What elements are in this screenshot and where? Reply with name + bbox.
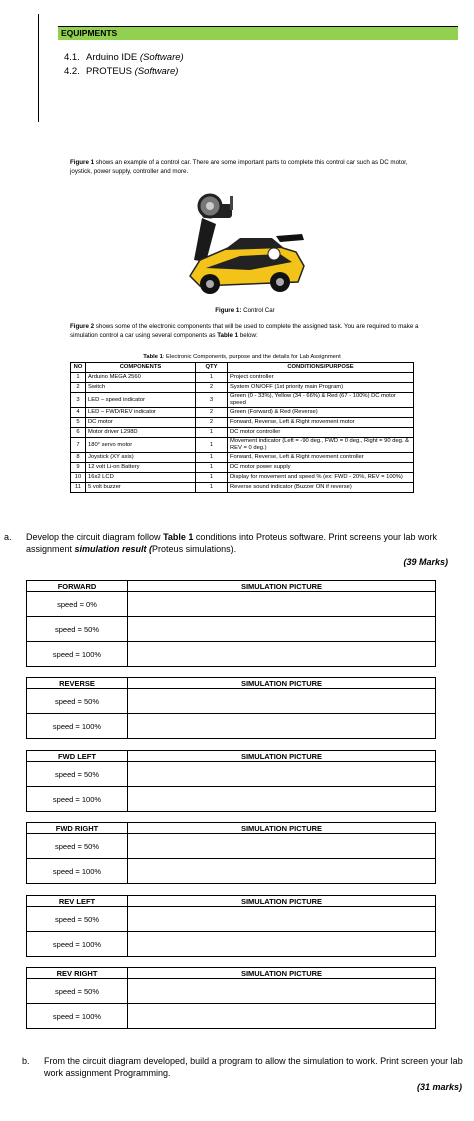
row-purpose: DC motor controller (228, 428, 414, 438)
sim-row (27, 642, 436, 667)
sim-picture-cell (128, 907, 436, 932)
table-row (71, 453, 414, 463)
sim-speed-label: speed = 50% (27, 979, 128, 1004)
row-qty: 1 (196, 453, 228, 463)
sim-table-header: SIMULATION PICTURE (128, 823, 436, 834)
row-component: LED – speed indicator (86, 393, 196, 408)
row-purpose: Project controller (228, 373, 414, 383)
row-no: 6 (71, 428, 86, 438)
table-row (71, 418, 414, 428)
sim-table-title: FWD LEFT (27, 751, 128, 762)
sim-row (27, 762, 436, 787)
row-component: Motor driver L298D (86, 428, 196, 438)
row-component: 180° servo motor (86, 438, 196, 453)
sim-picture-cell (128, 762, 436, 787)
components-table (70, 362, 414, 493)
sim-row (27, 689, 436, 714)
row-qty: 1 (196, 428, 228, 438)
sim-speed-label: speed = 100% (27, 932, 128, 957)
row-purpose: Green (Forward) & Red (Reverse) (228, 408, 414, 418)
equipments-title: EQUIPMENTS (61, 28, 118, 38)
sim-row (27, 787, 436, 812)
row-no: 8 (71, 453, 86, 463)
simulation-table-rev-left (26, 895, 436, 957)
question-b-label: b. (22, 1056, 30, 1066)
sim-row (27, 592, 436, 617)
sim-picture-cell (128, 787, 436, 812)
row-purpose: DC motor power supply (228, 463, 414, 473)
sim-speed-label: speed = 50% (27, 834, 128, 859)
table-row (71, 428, 414, 438)
sim-speed-label: speed = 50% (27, 762, 128, 787)
row-component: 12 volt Li-on Battery (86, 463, 196, 473)
table-row (71, 483, 414, 493)
row-component: DC motor (86, 418, 196, 428)
question-a-text: Develop the circuit diagram follow Table 1 conditions into Proteus software. Print screens your lab work assignment simulation result (Proteus simulations). (26, 532, 438, 554)
sim-row (27, 859, 436, 884)
row-purpose: Forward, Reverse, Left & Right movement controller (228, 453, 414, 463)
question-b-marks: (31 marks) (416, 1082, 462, 1092)
figure2-intro: Figure 2 shows some of the electronic components that will be used to complete the assigned task. You are required to make a simulation control a car using several components as Table 1 below: (70, 323, 419, 339)
sim-row (27, 979, 436, 1004)
table-row (71, 393, 414, 408)
sim-speed-label: speed = 50% (27, 617, 128, 642)
sim-speed-label: speed = 50% (27, 907, 128, 932)
sim-picture-cell (128, 714, 436, 739)
row-purpose: Forward, Reverse, Left & Right movement motor (228, 418, 414, 428)
sim-table-title: REVERSE (27, 678, 128, 689)
sim-row (27, 1004, 436, 1029)
simulation-table-rev-right (26, 967, 436, 1029)
equipment-item-2: 4.2. PROTEUS (Software) (64, 66, 179, 77)
simulation-table-fwd-right (26, 822, 436, 884)
row-no: 1 (71, 373, 86, 383)
sim-table-title: FORWARD (27, 581, 128, 592)
sim-table-header: SIMULATION PICTURE (128, 968, 436, 979)
row-component: 5 volt buzzer (86, 483, 196, 493)
figure1-intro: Figure 1 shows an example of a control car. There are some important parts to complete this control car such as DC motor, joystick, power supply, controller and more. (70, 159, 408, 175)
simulation-table-reverse (26, 677, 436, 739)
row-qty: 2 (196, 418, 228, 428)
row-no: 4 (71, 408, 86, 418)
row-purpose: Movement indicator (Left = -90 deg., FWD = 0 deg., Right = 90 deg. & REV = 0 deg.) (228, 438, 414, 453)
row-qty: 2 (196, 383, 228, 393)
row-qty: 1 (196, 438, 228, 453)
sim-picture-cell (128, 1004, 436, 1029)
table1-caption: Table 1: Electronic Components, purpose and the details for Lab Assignment (143, 354, 341, 360)
table-row (71, 408, 414, 418)
simulation-table-forward (26, 580, 436, 667)
row-qty: 1 (196, 373, 228, 383)
sim-speed-label: speed = 100% (27, 714, 128, 739)
sim-table-header: SIMULATION PICTURE (128, 581, 436, 592)
sim-picture-cell (128, 617, 436, 642)
sim-speed-label: speed = 50% (27, 689, 128, 714)
sim-table-title: REV LEFT (27, 896, 128, 907)
equipments-header (58, 26, 458, 40)
row-no: 7 (71, 438, 86, 453)
sim-speed-label: speed = 100% (27, 859, 128, 884)
sim-row (27, 834, 436, 859)
sim-picture-cell (128, 689, 436, 714)
sim-speed-label: speed = 0% (27, 592, 128, 617)
figure1-caption: Figure 1: Control Car (215, 307, 275, 314)
question-b-text: From the circuit diagram developed, build a program to allow the simulation to work. Print screen your lab work assignment Programming. (44, 1056, 463, 1078)
row-qty: 1 (196, 463, 228, 473)
sim-table-title: REV RIGHT (27, 968, 128, 979)
sim-table-header: SIMULATION PICTURE (128, 678, 436, 689)
simulation-table-fwd-left (26, 750, 436, 812)
sim-picture-cell (128, 642, 436, 667)
sim-row (27, 907, 436, 932)
row-component: 16x2 LCD (86, 473, 196, 483)
sim-picture-cell (128, 859, 436, 884)
margin-line (38, 14, 39, 122)
sim-picture-cell (128, 592, 436, 617)
row-purpose: Reverse sound indicator (Buzzer ON if reverse) (228, 483, 414, 493)
row-component: LED – FWD/REV indicator (86, 408, 196, 418)
row-qty: 1 (196, 473, 228, 483)
row-component: Switch (86, 383, 196, 393)
row-component: Joystick (XY axis) (86, 453, 196, 463)
sim-row (27, 714, 436, 739)
equipment-item-1: 4.1. Arduino IDE (Software) (64, 52, 184, 63)
row-no: 2 (71, 383, 86, 393)
row-no: 11 (71, 483, 86, 493)
table-row (71, 438, 414, 453)
sim-row (27, 932, 436, 957)
row-no: 9 (71, 463, 86, 473)
sim-speed-label: speed = 100% (27, 787, 128, 812)
row-qty: 3 (196, 393, 228, 408)
table-row (71, 373, 414, 383)
row-no: 3 (71, 393, 86, 408)
sim-picture-cell (128, 979, 436, 1004)
row-no: 5 (71, 418, 86, 428)
sim-table-header: SIMULATION PICTURE (128, 751, 436, 762)
sim-picture-cell (128, 932, 436, 957)
sim-speed-label: speed = 100% (27, 642, 128, 667)
sim-picture-cell (128, 834, 436, 859)
question-a-marks: (39 Marks) (403, 557, 448, 567)
row-qty: 2 (196, 408, 228, 418)
table-row (71, 473, 414, 483)
table-header-row: NO COMPONENTS QTY CONDITIONS/PURPOSE (71, 363, 414, 373)
sim-speed-label: speed = 100% (27, 1004, 128, 1029)
row-no: 10 (71, 473, 86, 483)
row-purpose: System ON/OFF (1st priority main Program) (228, 383, 414, 393)
sim-table-header: SIMULATION PICTURE (128, 896, 436, 907)
question-a-label: a. (4, 532, 12, 542)
row-component: Arduino MEGA 2560 (86, 373, 196, 383)
sim-row (27, 617, 436, 642)
table-row (71, 383, 414, 393)
sim-table-title: FWD RIGHT (27, 823, 128, 834)
row-purpose: Green (0 - 33%), Yellow (34 - 66%) & Red (67 - 100%) DC motor speed (228, 393, 414, 408)
control-car-image (180, 190, 310, 300)
table-row (71, 463, 414, 473)
row-qty: 1 (196, 483, 228, 493)
row-purpose: Display for movement and speed % (ex: FWD - 20%, REV = 100%) (228, 473, 414, 483)
